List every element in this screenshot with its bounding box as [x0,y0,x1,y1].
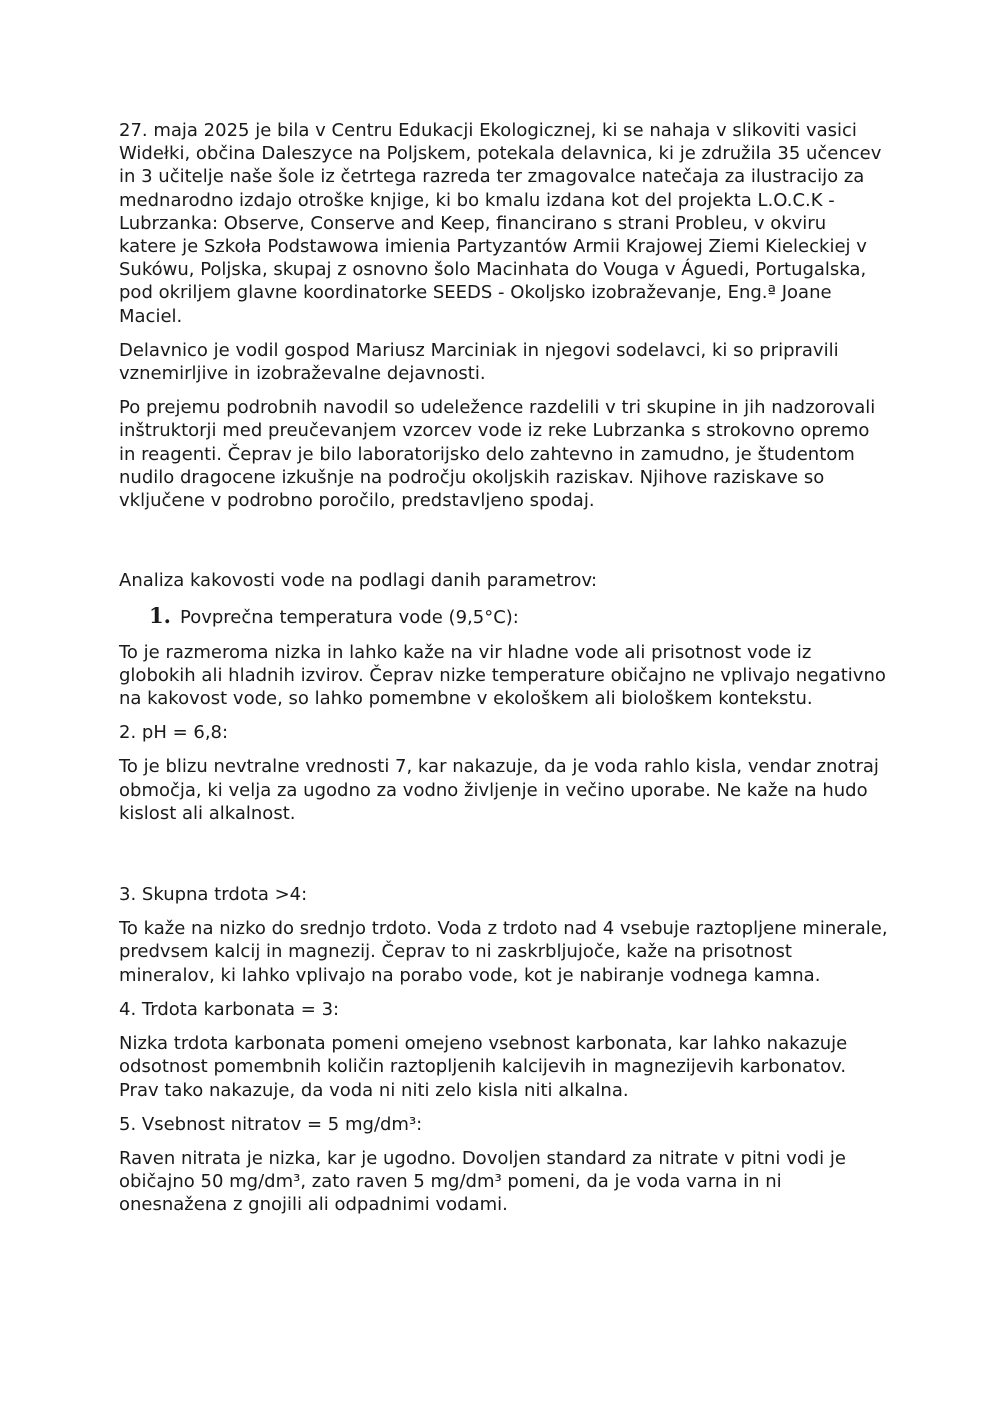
intro-paragraph-2: Delavnico je vodil gospod Mariusz Marciniak in njegovi sodelavci, ki so pripravili vznemirljive in izobraževalne dejavnosti. [119,339,839,385]
document-page [119,119,889,1217]
intro-paragraph-1: 27. maja 2025 je bila v Centru Edukacji Ekologicznej, ki se nahaja v slikoviti vasici Widełki, občina Daleszyce na Poljskem, potekala delavnica, ki je združila 35 učencev in 3 učitelje naše šole iz četrtega razreda ter zmagovalce natečaja za ilustracijo za mednarodno izdajo otroške knjige, ki bo kmalu izdana kot del projekta L.O.C.K - Lubrzanka: Observe, Conserve and Keep, financirano s strani Probleu, v okviru katere je Szkoła Podstawowa imienia Partyzantów Armii Krajowej Ziemi Kieleckiej v Sukówu, Poljska, skupaj z osnovno šolo Macinhata do Vouga v Águedi, Portugalska, pod okriljem glavne koordinatorke SEEDS - Okoljsko izobraževanje, Eng.ª Joane Maciel. [119,120,882,327]
analysis-heading: Analiza kakovosti vode na podlagi danih parametrov: [119,570,598,592]
item-3-text: To kaže na nizko do srednjo trdoto. Voda z trdoto nad 4 vsebuje raztopljene minerale, predvsem kalcij in magnezij. Čeprav to ni zaskrbljujoče, kaže na prisotnost mineralov, ki lahko vplivajo na porabo vode, kot je nabiranje vodnega kamna. [119,918,888,986]
intro-paragraph-3: Po prejemu podrobnih navodil so udeležence razdelili v tri skupine in jih nadzorovali inštruktorji med preučevanjem vzorcev vode iz reke Lubrzanka s strokovno opremo in reagenti. Čeprav je bilo laboratorijsko delo zahtevno in zamudno, je študentom nudilo dragocene izkušnje na področju okoljskih raziskav. Njihove raziskave so vključene v podrobno poročilo, predstavljeno spodaj. [119,397,876,512]
item-5-text: Raven nitrata je nizka, kar je ugodno. Dovoljen standard za nitrate v pitni vodi je običajno 50 mg/dm³, zato raven 5 mg/dm³ pomeni, da je voda varna in ni onesnažena z gnojili ali odpadnimi vodami. [119,1147,846,1216]
item-4-heading: 4. Trdota karbonata = 3: [119,998,340,1020]
item-3-heading: 3. Skupna trdota >4: [119,884,308,906]
item-5-heading: 5. Vsebnost nitratov = 5 mg/dm³: [119,1113,423,1135]
item-2-heading: 2. pH = 6,8: [119,722,229,744]
item-1-heading-text: Povprečna temperatura vode (9,5°C): [180,607,519,629]
item-1-text: To je razmeroma nizka in lahko kaže na vir hladne vode ali prisotnost vode iz globokih ali hladnih izvirov. Čeprav nizke temperature običajno ne vplivajo negativno na kakovost vode, so lahko pomembne v ekološkem ali biološkem kontekstu. [119,641,886,710]
item-2-text: To je blizu nevtralne vrednosti 7, kar nakazuje, da je voda rahlo kisla, vendar znotraj območja, ki velja za ugodno za vodno življenje in večino uporabe. Ne kaže na hudo kislost ali alkalnost. [119,756,879,824]
item-1-number: 1. [149,603,171,629]
item-4-text: Nizka trdota karbonata pomeni omejeno vsebnost karbonata, kar lahko nakazuje odsotnost pomembnih količin raztopljenih kalcijevih in magnezijevih karbonatov. Prav tako nakazuje, da voda ni niti zelo kisla niti alkalna. [119,1033,848,1101]
item-1-heading [119,604,889,629]
